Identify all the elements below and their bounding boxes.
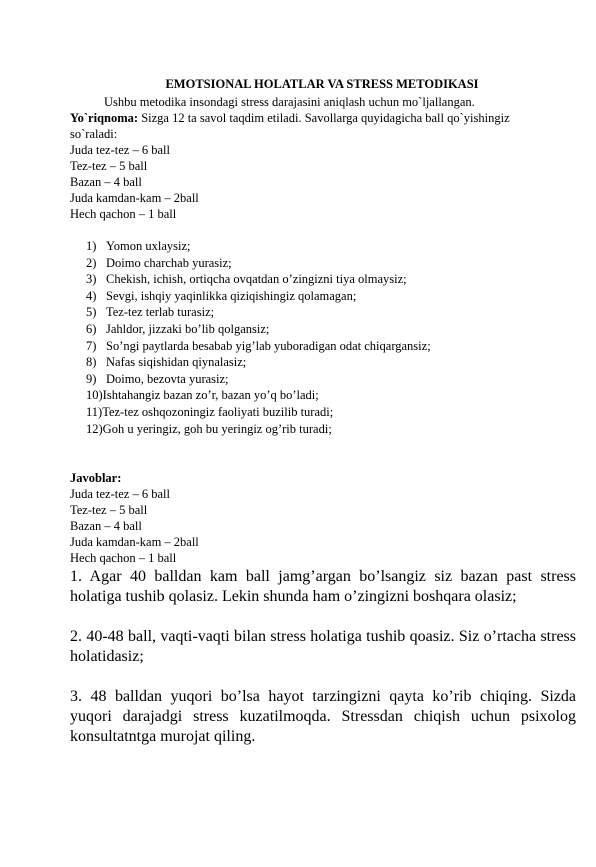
result-paragraph: 2. 40-48 ball, vaqti-vaqti bilan stress holatiga tushib qoasiz. Siz o’rtacha stress holatidasiz; bbox=[70, 628, 576, 665]
answer-scale-item: Hech qachon – 1 ball bbox=[70, 551, 177, 565]
question-item bbox=[86, 338, 566, 355]
question-number: 7) bbox=[86, 338, 97, 353]
scale-item: Juda tez-tez – 6 ball bbox=[70, 143, 170, 157]
answer-scale-item: Tez-tez – 5 ball bbox=[70, 503, 148, 517]
question-number: 9) bbox=[86, 371, 97, 386]
question-number: 5) bbox=[86, 305, 97, 320]
question-text: Nafas siqishidan qiynalasiz; bbox=[106, 355, 247, 370]
question-number: 2) bbox=[86, 255, 97, 270]
question-number: 8) bbox=[86, 355, 97, 370]
question-text: So’ngi paytlarda besabab yig’lab yuboradigan odat chiqargansiz; bbox=[106, 338, 431, 353]
scale-item: Hech qachon – 1 ball bbox=[70, 207, 177, 221]
question-number: 12) bbox=[86, 421, 103, 436]
question-text: Sevgi, ishqiy yaqinlikka qiziqishingiz qolamagan; bbox=[106, 288, 357, 303]
scale-item: Tez-tez – 5 ball bbox=[70, 159, 148, 173]
question-text: Jahldor, jizzaki bo’lib qolgansiz; bbox=[106, 321, 270, 336]
question-item bbox=[86, 255, 566, 272]
answer-scale-item: Juda kamdan-kam – 2ball bbox=[70, 535, 199, 549]
question-number: 11) bbox=[86, 404, 103, 419]
document-title: EMOTSIONAL HOLATLAR VA STRESS METODIKASI bbox=[165, 77, 479, 91]
scale-item: Juda kamdan-kam – 2ball bbox=[70, 191, 199, 205]
question-number: 1) bbox=[86, 239, 97, 253]
question-text: Ishtahangiz bazan zo’r, bazan yo’q bo’ladi; bbox=[102, 388, 319, 403]
results-section bbox=[70, 567, 576, 767]
question-item bbox=[86, 404, 566, 421]
answers-scale bbox=[70, 486, 550, 566]
question-list bbox=[86, 238, 566, 437]
question-text: Doimo charchab yurasiz; bbox=[106, 255, 232, 270]
question-text: Chekish, ichish, ortiqcha ovqatdan o’zingizni tiya olmaysiz; bbox=[106, 272, 407, 287]
question-text: Goh u yeringiz, goh bu yeringiz og’rib turadi; bbox=[102, 421, 332, 436]
question-text: Yomon uxlaysiz; bbox=[106, 239, 191, 253]
scoring-scale bbox=[70, 142, 550, 222]
question-item bbox=[86, 304, 566, 321]
question-text: Tez-tez oshqozoningiz faoliyati buzilib turadi; bbox=[102, 404, 334, 419]
result-paragraph: 3. 48 balldan yuqori bo’lsa hayot tarzingizni qayta ko’rib chiqing. Sizda yuqori darajadgi stress kuzatilmoqda. Stressdan chiqish uchun psixolog konsultatntga murojat qiling. bbox=[70, 688, 576, 745]
answers-heading: Javoblar: bbox=[70, 471, 122, 485]
question-item bbox=[86, 354, 566, 371]
question-item bbox=[86, 288, 566, 305]
question-item bbox=[86, 238, 566, 255]
scale-item: Bazan – 4 ball bbox=[70, 175, 142, 189]
answer-scale-item: Juda tez-tez – 6 ball bbox=[70, 487, 170, 501]
instruction-label: Yo`riqnoma: bbox=[70, 111, 139, 125]
question-item bbox=[86, 387, 566, 404]
question-number: 3) bbox=[86, 272, 97, 287]
question-item bbox=[86, 321, 566, 338]
instruction-paragraph bbox=[70, 110, 550, 142]
question-item bbox=[86, 421, 566, 438]
question-number: 10) bbox=[86, 388, 103, 403]
question-number: 4) bbox=[86, 288, 97, 303]
question-text: Tez-tez terlab turasiz; bbox=[106, 305, 215, 320]
question-item bbox=[86, 371, 566, 388]
answer-scale-item: Bazan – 4 ball bbox=[70, 519, 142, 533]
question-text: Doimo, bezovta yurasiz; bbox=[106, 371, 229, 386]
result-paragraph: 1. Agar 40 balldan kam ball jamg’argan bo’lsangiz siz bazan past stress holatiga tushib qolasiz. Lekin shunda ham o’zingizni boshqara olasiz; bbox=[70, 568, 576, 605]
question-number: 6) bbox=[86, 321, 97, 336]
instruction-text: Sizga 12 ta savol taqdim etiladi. Savollarga quyidagicha ball qo`yishingiz so`raladi: bbox=[70, 111, 510, 141]
document-subtitle: Ushbu metodika insondagi stress darajasini aniqlash uchun mo`ljallangan. bbox=[104, 95, 475, 109]
question-item bbox=[86, 271, 566, 288]
